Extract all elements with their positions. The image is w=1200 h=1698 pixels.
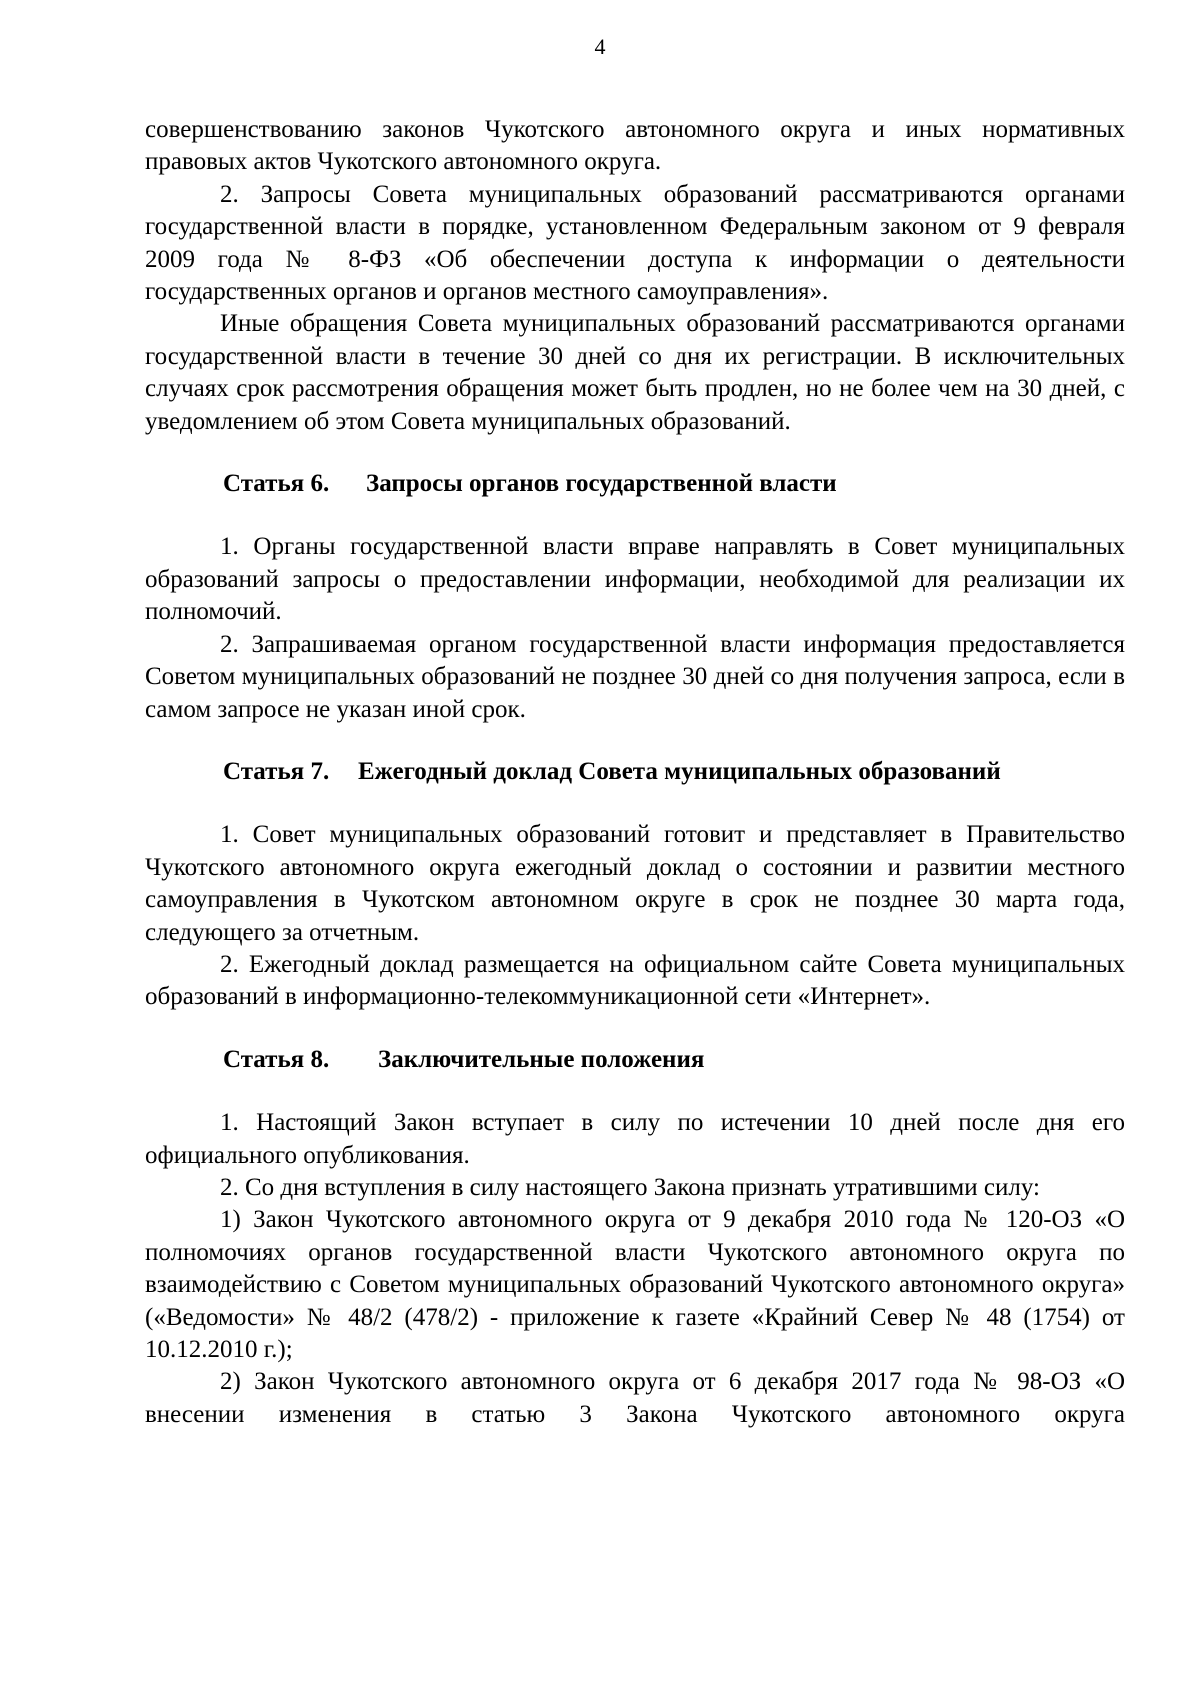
article-8-paragraph-2: 2. Со дня вступления в силу настоящего Закона признать утратившими силу:	[220, 1173, 1040, 1201]
article-7-paragraph-2: 2. Ежегодный доклад размещается на официальном сайте Совета муниципальных образований в информационно-телекоммуникационной сети «Интернет».	[145, 950, 1125, 1011]
article-6-heading	[145, 468, 1125, 500]
article-7-number: Статья 7.	[223, 757, 330, 785]
article-6-paragraph-2: 2. Запрашиваемая органом государственной власти информация предоставляется Советом муниципальных образований не позднее 30 дней со дня получения запроса, если в самом запросе не указан иной срок.	[145, 630, 1125, 723]
article-8-paragraph-1: 1. Настоящий Закон вступает в силу по истечении 10 дней после дня его официального опубликования.	[145, 1109, 1125, 1169]
article-7-paragraph-1: 1. Совет муниципальных образований готовит и представляет в Правительство Чукотского автономного округа ежегодный доклад о состоянии и развитии местного самоуправления в Чукотском автономном округе в срок не позднее 30 марта года, следующего за отчетным.	[145, 821, 1125, 946]
article-8-item-1: 1) Закон Чукотского автономного округа от 9 декабря 2010 года № 120-ОЗ «О полномочиях органов государственной власти Чукотского автономного округа по взаимодействию с Советом муниципальных образований Чукотского автономного округа» («Ведомости» № 48/2 (478/2) - приложение к газете «Крайний Север № 48 (1754) от 10.12.2010 г.);	[145, 1206, 1125, 1363]
article-8-heading	[145, 1044, 1125, 1076]
article-8-title: Заключительные положения	[378, 1045, 705, 1073]
article-8-item-2: 2) Закон Чукотского автономного округа от 6 декабря 2017 года № 98-ОЗ «О внесении изменения в статью 3 Закона Чукотского автономного округа	[145, 1368, 1125, 1428]
document-body	[145, 114, 1125, 1431]
page-number: 4	[594, 34, 606, 59]
paragraph-continuation: совершенствованию законов Чукотского автономного округа и иных нормативных правовых актов Чукотского автономного округа.	[145, 116, 1125, 176]
paragraph-requests-procedure: 2. Запросы Совета муниципальных образований рассматриваются органами государственной власти в порядке, установленном Федеральным законом от 9 февраля 2009 года № 8-ФЗ «Об обеспечении доступа к информации о деятельности государственных органов и органов местного самоуправления».	[145, 180, 1125, 306]
article-8-number: Статья 8.	[223, 1045, 330, 1073]
article-6-paragraph-1: 1. Органы государственной власти вправе направлять в Совет муниципальных образований запросы о предоставлении информации, необходимой для реализации их полномочий.	[145, 533, 1125, 626]
paragraph-other-appeals: Иные обращения Совета муниципальных образований рассматриваются органами государственной власти в течение 30 дней со дня их регистрации. В исключительных случаях срок рассмотрения обращения может быть продлен, но не более чем на 30 дней, с уведомлением об этом Совета муниципальных образований.	[145, 310, 1125, 435]
article-6-number: Статья 6.	[223, 470, 330, 498]
article-7-title: Ежегодный доклад Совета муниципальных образований	[358, 757, 1001, 785]
article-7-heading	[145, 756, 1125, 788]
article-6-title: Запросы органов государственной власти	[366, 470, 837, 498]
